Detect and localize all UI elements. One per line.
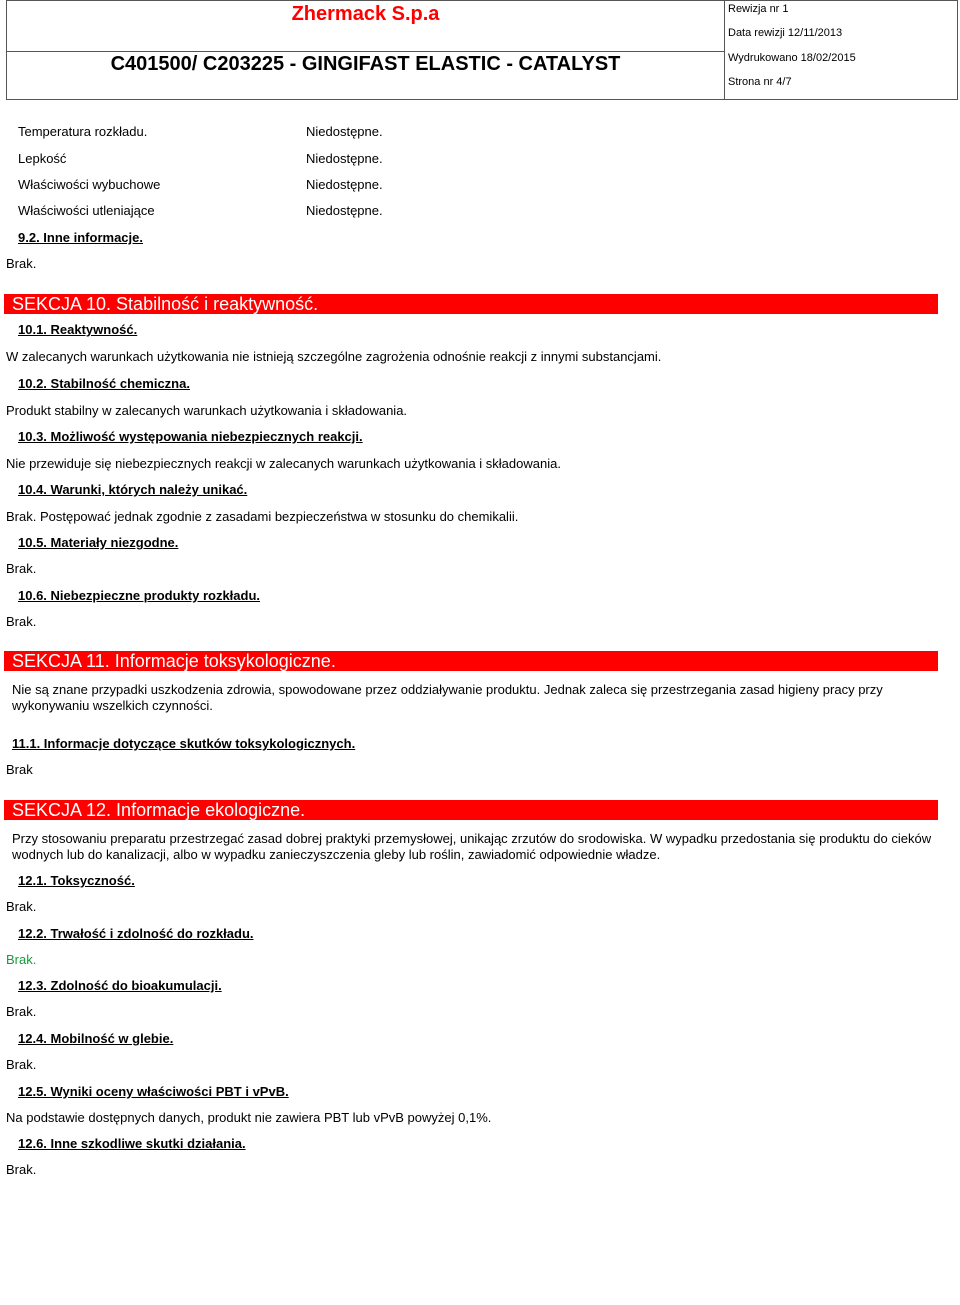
section-12-intro: Przy stosowaniu preparatu przestrzegać zasad dobrej praktyki przemysłowej, unikając zrzutów do srodowiska. W wypadku przedostania się produktu do cieków wodnych lub do kanalizacji, albo w wypadku zanieczyszczenia gleby lub roślin, zawiadomić odpowiednie władze. — [12, 831, 932, 862]
subsection-10-3-title: 10.3. Możliwość występowania niebezpiecznych reakcji. — [18, 429, 363, 444]
property-label: Właściwości utleniające — [18, 203, 155, 218]
property-value: Niedostępne. — [306, 203, 383, 218]
subsection-12-5-text: Na podstawie dostępnych danych, produkt nie zawiera PBT lub vPvB powyżej 0,1%. — [6, 1110, 492, 1125]
subsection-10-4-title: 10.4. Warunki, których należy unikać. — [18, 482, 248, 497]
revision-number: Rewizja nr 1 — [728, 3, 789, 15]
page-number: Strona nr 4/7 — [728, 76, 792, 88]
property-label: Lepkość — [18, 151, 67, 166]
section-10-header: SEKCJA 10. Stabilność i reaktywność. — [4, 294, 938, 314]
property-value: Niedostępne. — [306, 124, 383, 139]
subsection-9-2-text: Brak. — [6, 256, 37, 271]
section-11-header: SEKCJA 11. Informacje toksykologiczne. — [4, 651, 938, 671]
subsection-9-2-title: 9.2. Inne informacje. — [18, 230, 143, 245]
subsection-12-2-text: Brak. — [6, 952, 37, 967]
subsection-12-1-text: Brak. — [6, 899, 37, 914]
subsection-10-5-text: Brak. — [6, 561, 37, 576]
property-value: Niedostępne. — [306, 151, 383, 166]
subsection-10-1-text: W zalecanych warunkach użytkowania nie istnieją szczególne zagrożenia odnośnie reakcji z innymi substancjami. — [6, 349, 662, 364]
subsection-10-5-title: 10.5. Materiały niezgodne. — [18, 535, 179, 550]
company-name: Zhermack S.p.a — [291, 3, 440, 25]
revision-date: Data rewizji 12/11/2013 — [728, 27, 843, 39]
section-12-header: SEKCJA 12. Informacje ekologiczne. — [4, 800, 938, 820]
section-11-intro: Nie są znane przypadki uszkodzenia zdrowia, spowodowane przez oddziaływanie produktu. Jednak zaleca się przestrzegania zasad higieny pracy przy wykonywaniu wszelkich czynności. — [12, 682, 883, 713]
subsection-12-1-title: 12.1. Toksyczność. — [18, 873, 135, 888]
header-divider-horizontal — [7, 51, 724, 52]
subsection-10-2-text: Produkt stabilny w zalecanych warunkach użytkowania i składowania. — [6, 403, 408, 418]
subsection-12-5-title: 12.5. Wyniki oceny właściwości PBT i vPvB. — [18, 1084, 289, 1099]
subsection-11-1-title: 11.1. Informacje dotyczące skutków toksykologicznych. — [12, 736, 356, 751]
property-label: Temperatura rozkładu. — [18, 124, 148, 139]
subsection-12-3-title: 12.3. Zdolność do bioakumulacji. — [18, 978, 222, 993]
subsection-10-3-text: Nie przewiduje się niebezpiecznych reakcji w zalecanych warunkach użytkowania i składowania. — [6, 456, 561, 471]
subsection-10-1-title: 10.1. Reaktywność. — [18, 322, 138, 337]
product-title: C401500/ C203225 - GINGIFAST ELASTIC - CATALYST — [110, 53, 621, 75]
subsection-10-6-title: 10.6. Niebezpieczne produkty rozkładu. — [18, 588, 261, 603]
subsection-10-4-text: Brak. Postępować jednak zgodnie z zasadami bezpieczeństwa w stosunku do chemikalii. — [6, 509, 519, 524]
subsection-12-6-text: Brak. — [6, 1162, 37, 1177]
print-date: Wydrukowano 18/02/2015 — [728, 52, 856, 64]
document-header — [6, 0, 958, 100]
subsection-12-4-title: 12.4. Mobilność w glebie. — [18, 1031, 174, 1046]
property-label: Właściwości wybuchowe — [18, 177, 161, 192]
subsection-10-2-title: 10.2. Stabilność chemiczna. — [18, 376, 190, 391]
subsection-12-3-text: Brak. — [6, 1004, 37, 1019]
subsection-12-6-title: 12.6. Inne szkodliwe skutki działania. — [18, 1136, 246, 1151]
subsection-12-4-text: Brak. — [6, 1057, 37, 1072]
header-divider-vertical — [724, 1, 725, 99]
subsection-11-1-text: Brak — [6, 762, 33, 777]
subsection-10-6-text: Brak. — [6, 614, 37, 629]
property-value: Niedostępne. — [306, 177, 383, 192]
subsection-12-2-title: 12.2. Trwałość i zdolność do rozkładu. — [18, 926, 254, 941]
